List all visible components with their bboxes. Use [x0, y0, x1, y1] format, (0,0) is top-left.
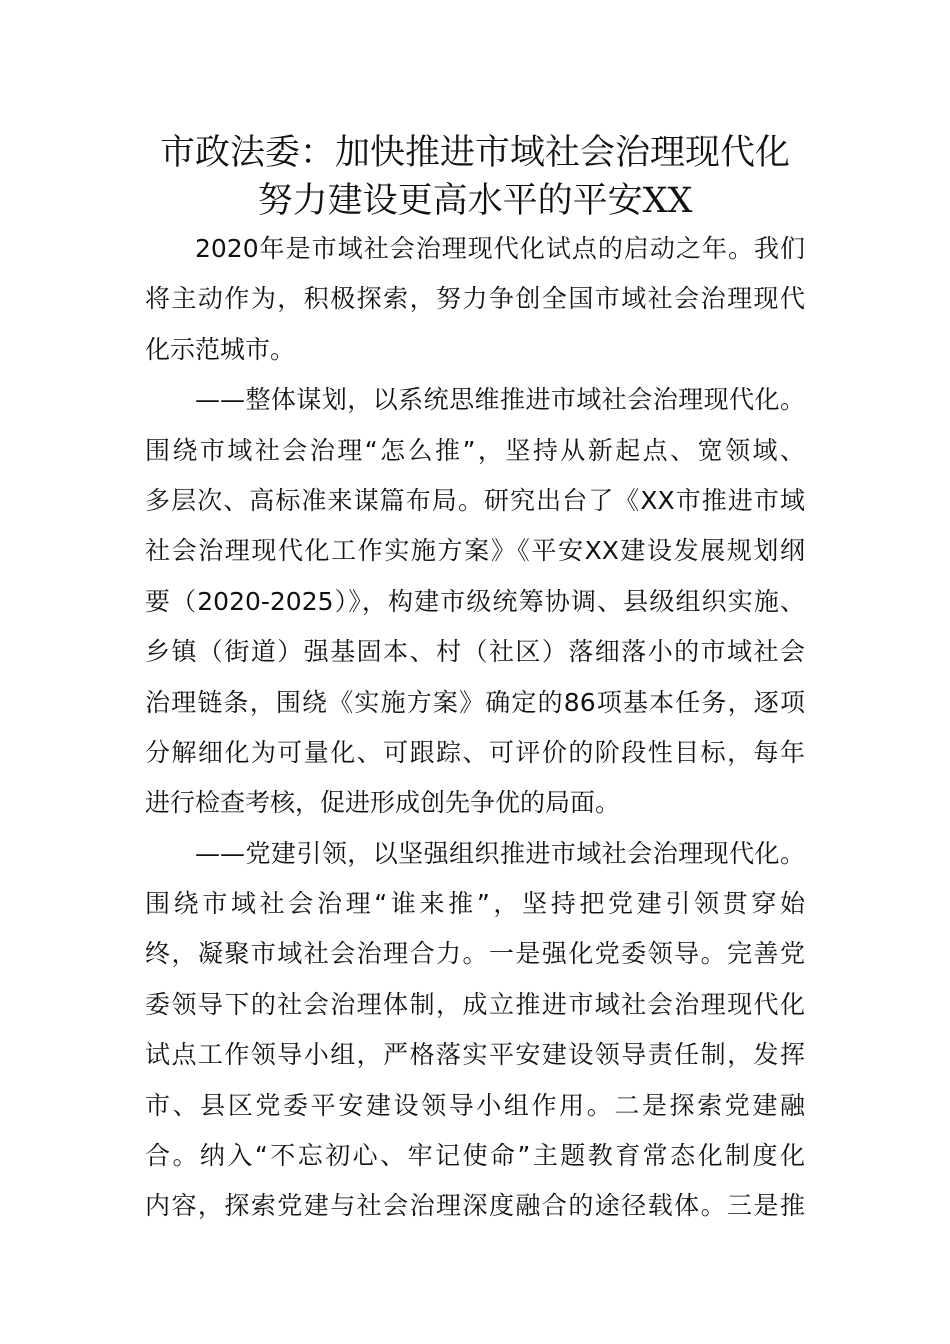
text-line: 化示范城市。 — [145, 334, 296, 364]
document-body — [145, 224, 805, 1232]
text-line: 要（2020-2025）》，构建市级统筹协调、县级组织实施、 — [145, 586, 805, 616]
text-line: 内容，探索党建与社会治理深度融合的途径载体。三是推 — [145, 1191, 805, 1221]
text-line: 治理链条，围绕《实施方案》确定的86项基本任务，逐项 — [145, 687, 805, 717]
text-line: ——整体谋划，以系统思维推进市域社会治理现代化。 — [195, 385, 805, 415]
paragraph-3 — [145, 829, 805, 1232]
paragraph-1 — [145, 224, 805, 375]
text-line: 进行检查考核，促进形成创先争优的局面。 — [145, 788, 621, 818]
text-line: 围绕市域社会治理“怎么推”，坚持从新起点、宽领域、 — [145, 435, 805, 465]
text-line: 2020年是市域社会治理现代化试点的启动之年。我们 — [195, 234, 805, 263]
text-line: 将主动作为，积极探索，努力争创全国市域社会治理现代 — [145, 284, 805, 314]
text-line: 分解细化为可量化、可跟踪、可评价的阶段性目标，每年 — [145, 737, 805, 767]
text-line: 合。纳入“不忘初心、牢记使命”主题教育常态化制度化 — [145, 1141, 805, 1171]
text-line: ——党建引领，以坚强组织推进市域社会治理现代化。 — [195, 838, 805, 868]
text-line: 市、县区党委平安建设领导小组作用。二是探索党建融 — [145, 1090, 805, 1120]
document-title-line-2: 努力建设更高水平的平安XX — [257, 181, 693, 221]
text-line: 试点工作领导小组，严格落实平安建设领导责任制，发挥 — [145, 1040, 805, 1070]
text-line: 社会治理现代化工作实施方案》《平安XX建设发展规划纲 — [145, 536, 805, 566]
text-line: 终，凝聚市域社会治理合力。一是强化党委领导。完善党 — [145, 939, 805, 969]
text-line: 多层次、高标准来谋篇布局。研究出台了《XX市推进市域 — [145, 485, 805, 515]
document-title-line-1: 市政法委：加快推进市域社会治理现代化 — [159, 133, 790, 173]
text-line: 围绕市域社会治理“谁来推”，坚持把党建引领贯穿始 — [145, 889, 805, 919]
text-line: 乡镇（街道）强基固本、村（社区）落细落小的市域社会 — [145, 637, 805, 667]
text-line: 委领导下的社会治理体制，成立推进市域社会治理现代化 — [145, 989, 805, 1019]
paragraph-2 — [145, 375, 805, 829]
